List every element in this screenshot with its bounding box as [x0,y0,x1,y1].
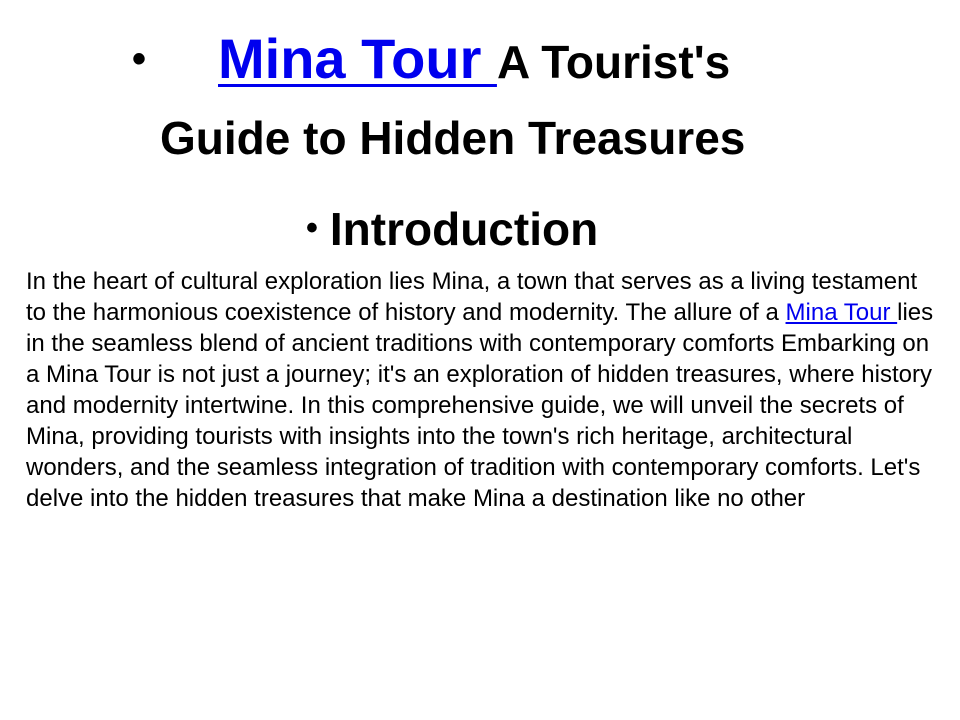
title-text [218,20,730,101]
title-mina-tour-link[interactable]: Mina Tour [218,27,497,90]
title-text-after-link: A Tourist's [496,36,731,88]
title-line-1 [120,20,900,98]
body-mina-tour-link[interactable]: Mina Tour [785,299,898,326]
title-bullet: • [132,37,147,81]
title-block [120,20,900,164]
title-line-2: Guide to Hidden Treasures [160,112,746,164]
section-bullet: • [306,209,318,247]
section-heading [306,198,598,259]
body-text-after-link: lies in the seamless blend of ancient traditions with contemporary comforts Embarking on a Mina Tour is not just a journey; it's an exploration of hidden treasures, where history and modernity intertwine. In this comprehensive guide, we will unveil the secrets of Mina, providing tourists with insights into the town's rich heritage, architectural wonders, and the seamless integration of tradition with contemporary comforts. Let's delve into the hidden treasures that make Mina a destination like no other [26,299,934,512]
body-text-before-link: In the heart of cultural exploration lies Mina, a town that serves as a living testament to the harmonious coexistence of history and modernity. The allure of a [26,268,918,326]
body-paragraph [26,266,936,514]
section-heading-text: Introduction [329,203,599,255]
